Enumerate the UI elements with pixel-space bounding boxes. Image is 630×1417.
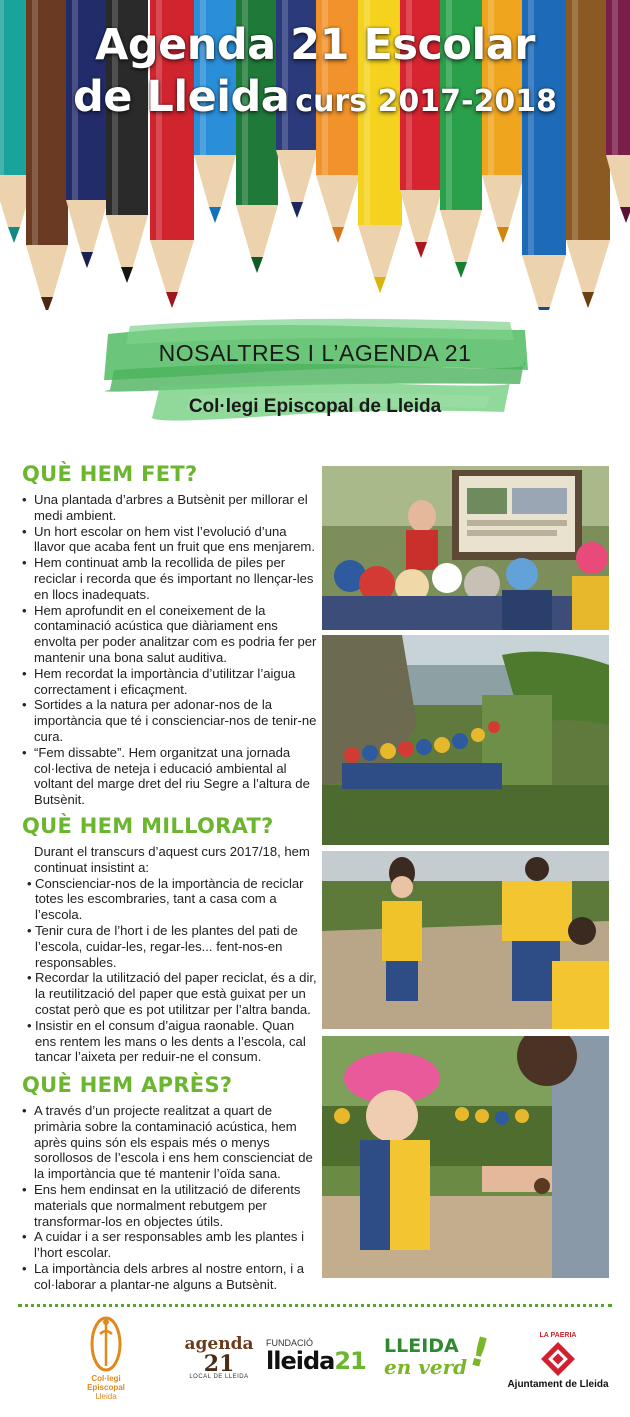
list-item: • Sortides a la natura per adonar-nos de la importància que té i conscienciar-nos de tenir-ne cura. — [22, 697, 318, 744]
list-item: • Insistir en el consum d’aigua raonable. Quan ens rentem les mans o les dents a l’escola, cal tancar l’aixeta per reduir-ne el consum. — [30, 1018, 318, 1065]
list-item: • A cuidar i a ser responsables amb les plantes i l’hort escolar. — [22, 1229, 318, 1261]
list-item: • Tenir cura de l’hort i de les plantes del pati de l’escola, cuidar-les, regar-les... fent-nos-en responsables. — [30, 923, 318, 970]
logo4-line1: LLEIDA — [384, 1335, 459, 1357]
photo-river-walk — [322, 635, 609, 845]
logo2-word: agenda — [184, 1334, 254, 1354]
green-brush-banner — [100, 300, 530, 425]
list-item: • Hem recordat la importància d’utilitzar l’aigua correctament i eficaçment. — [22, 666, 318, 698]
list-item: • A través d’un projecte realitzat a quart de primària sobre la contaminació acústica, hem après quins són els espais més o menys sorollosos de l’escola i ens hem conscienciat de la importància que té mantenir l’oïda sana. — [22, 1103, 318, 1182]
photo-teacher-girl — [322, 1036, 609, 1278]
content-column — [22, 462, 318, 1293]
logo5-bottom: Ajuntament de Lleida — [507, 1379, 609, 1390]
pencils-header — [0, 0, 630, 310]
poster-title — [0, 20, 630, 122]
done-list — [22, 492, 318, 808]
logo3-num: 21 — [334, 1347, 366, 1375]
logo-ajuntament-lleida — [500, 1332, 616, 1390]
logo2-sub: LOCAL DE LLEIDA — [189, 1374, 249, 1380]
list-item: • Ens hem endinsat en la utilització de diferents materials que normalment rebutgem per transformar-los en objectes útils. — [22, 1182, 318, 1229]
list-item: • Una plantada d’arbres a Butsènit per millorar el medi ambient. — [22, 492, 318, 524]
title-line-2 — [0, 72, 630, 122]
logo3-main: lleida — [266, 1347, 335, 1375]
list-item: • Hem aprofundit en el coneixement de la contaminació acústica que diàriament ens envolta per poder analitzar com es podria fer per mantenir una bona salut auditiva. — [22, 603, 318, 666]
title-city: de Lleida — [73, 72, 290, 122]
improved-list — [22, 876, 318, 1066]
paeria-diamond-icon — [540, 1341, 576, 1377]
improved-intro: Durant el transcurs d’aquest curs 2017/18, hem continuat insistint a: — [34, 843, 310, 875]
footer-divider — [18, 1304, 612, 1307]
banner-title: NOSALTRES I L’AGENDA 21 — [158, 340, 472, 366]
list-item: • Recordar la utilització del paper reciclat, és a dir, la reutilització del paper que està guixat per un costat però que es pot utilitzar per l’altra banda. — [30, 970, 318, 1017]
logo5-top: LA PAERIA — [539, 1332, 577, 1339]
logo-agenda21-local — [184, 1334, 254, 1380]
list-item: • Conscienciar-nos de la importància de reciclar totes les escombraries, tant a casa com a l’escola. — [30, 876, 318, 923]
title-line-1: Agenda 21 Escolar — [95, 20, 535, 70]
photo-info-board — [322, 466, 609, 630]
title-course: curs 2017-2018 — [295, 84, 557, 119]
episcopal-crest-icon — [86, 1314, 126, 1374]
logo-collegi-episcopal — [76, 1314, 136, 1401]
logo4-exclamation: ! — [464, 1328, 494, 1378]
logo2-number: 21 — [203, 1351, 235, 1377]
photo-children-nature — [322, 851, 609, 1029]
list-item: • “Fem dissabte”. Hem organitzat una jornada col·lectiva de neteja i educació ambiental al voltant del marge dret del riu Segre a l’altura de Butsènit. — [22, 745, 318, 808]
list-item: • La importància dels arbres al nostre entorn, i a col·laborar a plantar-ne alguns a Butsènit. — [22, 1261, 318, 1293]
list-item: • Un hort escolar on hem vist l’evolució d’una llavor que acaba fent un fruit que ens menjarem. — [22, 524, 318, 556]
list-item: • Hem continuat amb la recollida de piles per reciclar i recorda que és important no llençar-les en llocs inadequats. — [22, 555, 318, 602]
logo3-top: FUNDACIÓ — [266, 1338, 313, 1348]
logo1-line1: Col·legi Episcopal — [87, 1374, 125, 1392]
school-name: Col·legi Episcopal de Lleida — [188, 396, 442, 417]
logo-fundacio-lleida21 — [266, 1338, 366, 1375]
section-title-done: QUÈ HEM FET? — [22, 462, 198, 486]
learned-list — [22, 1103, 318, 1293]
logo4-line2: en verd — [384, 1355, 468, 1379]
section-title-improved: QUÈ HEM MILLORAT? — [22, 813, 274, 838]
section-title-learned: QUÈ HEM APRÈS? — [22, 1073, 233, 1098]
logo1-line2: Lleida — [95, 1392, 117, 1401]
logo-lleida-en-verd — [384, 1328, 496, 1379]
